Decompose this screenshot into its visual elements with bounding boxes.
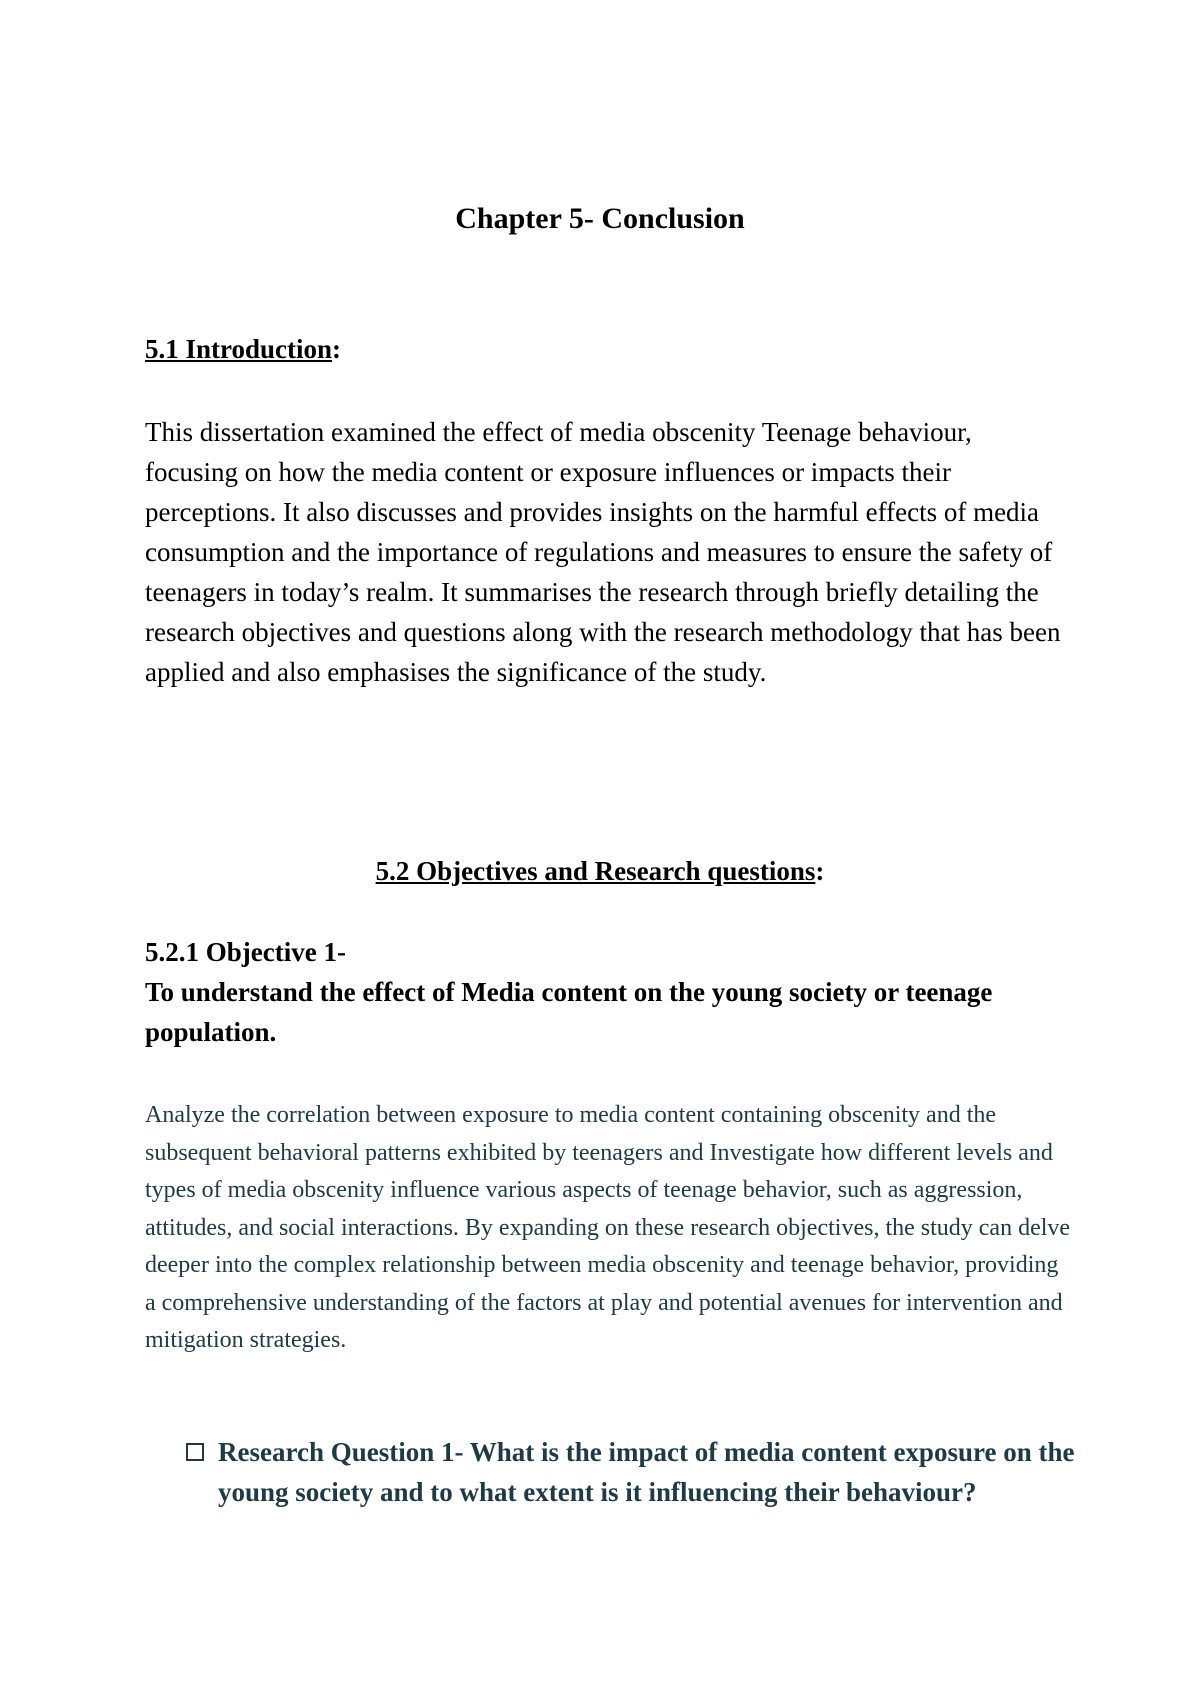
research-question-1-item [186, 1432, 1086, 1512]
section-heading-objectives [0, 856, 1200, 887]
section-heading-introduction-text: 5.1 Introduction [145, 334, 333, 364]
introduction-paragraph: This dissertation examined the effect of media obscenity Teenage behaviour, focusing on how the media content or exposure influences or impacts their perceptions. It also discusses and provides insights on the harmful effects of media consumption and the importance of regulations and measures to ensure the safety of teenagers in today’s realm. It summarises the research through briefly detailing the research objectives and questions along with the research methodology that has been applied and also emphasises the significance of the study. [145, 417, 1061, 687]
section-heading-introduction-colon: : [332, 334, 342, 364]
objective-1-label: 5.2.1 Objective 1- [145, 937, 346, 967]
checkbox-bullet-icon [186, 1443, 204, 1461]
objective-analysis-paragraph: Analyze the correlation between exposure to media content containing obscenity and the subsequent behavioral patterns exhibited by teenagers and Investigate how different levels and types of media obscenity influence various aspects of teenage behavior, such as aggression, attitudes, and social interactions. By expanding on these research objectives, the study can delve deeper into the complex relationship between media obscenity and teenage behavior, providing a comprehensive understanding of the factors at play and potential avenues for intervention and mitigation strategies. [145, 1102, 1071, 1353]
section-heading-objectives-colon: : [815, 856, 825, 886]
section-heading-objectives-text: 5.2 Objectives and Research questions [375, 856, 816, 886]
objective-1-block [145, 932, 1065, 1052]
research-question-1-text: Research Question 1- What is the impact of media content exposure on the young society and to what extent is it influencing their behaviour? [218, 1437, 1075, 1507]
section-heading-introduction [145, 334, 341, 365]
objective-1-statement: To understand the effect of Media content on the young society or teenage population. [145, 977, 993, 1047]
chapter-title: Chapter 5- Conclusion [455, 202, 745, 235]
